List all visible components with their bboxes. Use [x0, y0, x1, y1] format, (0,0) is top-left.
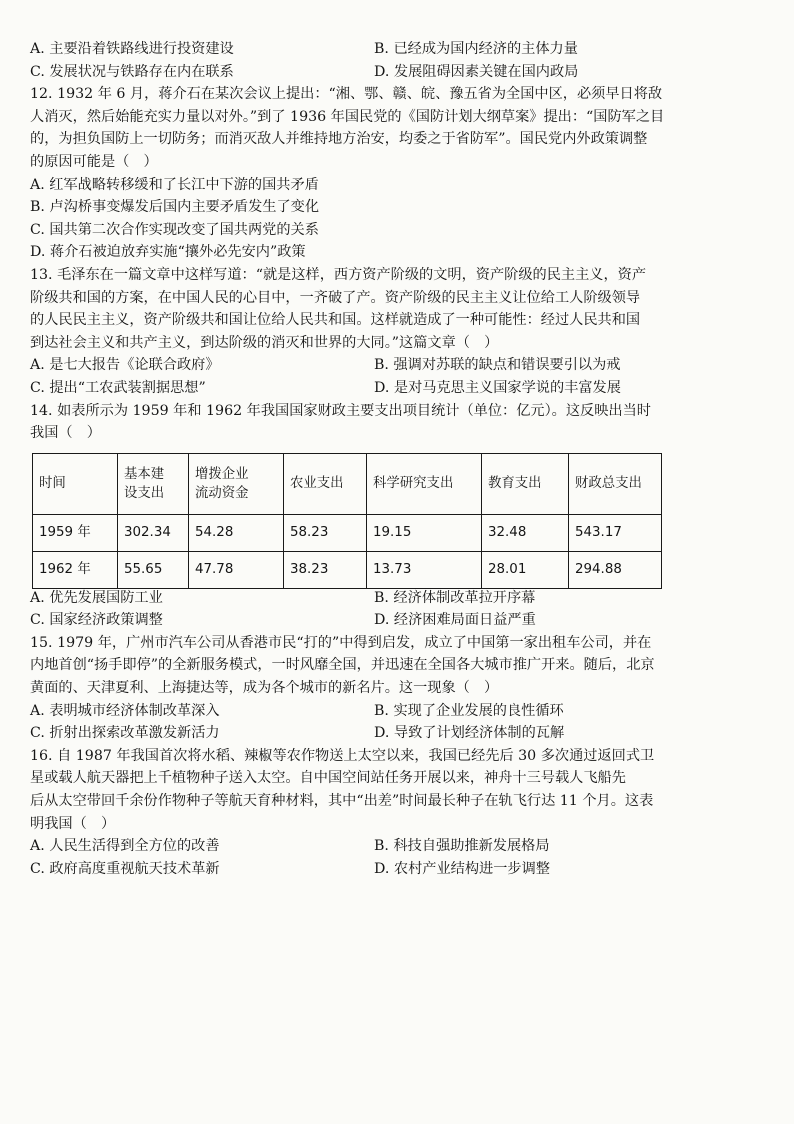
- option-c: C. 国家经济政策调整: [30, 612, 163, 629]
- question-13-stem-line: 阶级共和国的方案，在中国人民的心目中，一齐破了产。资产阶级的民主主义让位给工人阶级领导: [30, 289, 641, 306]
- question-12-stem-line: 人消灭，然后始能充实力量以对外。”到了 1936 年国民党的《国防计划大纲草案》提出：“国防军之目: [30, 108, 665, 125]
- table-header-cell: 时间: [33, 453, 118, 514]
- option-d: D. 是对马克思主义国家学说的丰富发展: [374, 379, 621, 396]
- question-15-stem-line: 内地首创“扬手即停”的全新服务模式，一时风靡全国，并迅速在全国各大城市推广开来。随后，北京: [30, 657, 655, 674]
- question-13: [30, 264, 764, 400]
- option-a: A. 人民生活得到全方位的改善: [30, 838, 220, 855]
- question-16-stem-line: 16. 自 1987 年我国首次将水稻、辣椒等农作物送上太空以来，我国已经先后 30 多次通过返回式卫: [30, 747, 655, 764]
- option-d: D. 导致了计划经济体制的瓦解: [374, 725, 565, 742]
- table-cell: 47.78: [189, 551, 284, 588]
- question-14-stem-line: 14. 如表所示为 1959 年和 1962 年我国国家财政主要支出项目统计（单位：亿元）。这反映出当时: [30, 402, 651, 419]
- option-a: A. 主要沿着铁路线进行投资建设: [30, 41, 234, 57]
- table-header-cell: 基本建 设支出: [118, 453, 189, 514]
- question-13-stem-line: 到达社会主义和共产主义，到达阶级的消灭和世界的大同。”这篇文章（ ）: [30, 334, 499, 351]
- option-d: D. 农村产业结构进一步调整: [374, 860, 550, 877]
- question-12: [30, 83, 764, 264]
- option-a: A. 表明城市经济体制改革深入: [30, 702, 220, 719]
- question-11-options: [30, 38, 764, 83]
- option-a: A. 是七大报告《论联合政府》: [30, 357, 220, 374]
- option-row: [30, 835, 764, 858]
- question-16-stem-line: 后从太空带回千余份作物种子等航天育种材料，其中“出差”时间最长种子在轨飞行达 11 个月。这表: [30, 793, 654, 810]
- question-13-stem-line: 13. 毛泽东在一篇文章中这样写道：“就是这样，西方资产阶级的文明，资产阶级的民主主义，资产: [30, 266, 647, 283]
- question-12-stem-line: 的，为担负国防上一切防务；而消灭敌人并维持地方治安，均委之于省防军”。国民党内外政策调整: [30, 131, 648, 148]
- option-c: C. 发展状况与铁路存在内在联系: [30, 63, 234, 80]
- option-row: [30, 587, 764, 610]
- question-12-stem-line: 12. 1932 年 6 月，蒋介石在某次会议上提出：“湘、鄂、赣、皖、豫五省为全国中区，必须早日将敌: [30, 86, 663, 103]
- question-15-stem-line: 15. 1979 年，广州市汽车公司从香港市民“打的”中得到启发，成立了中国第一家出租车公司，并在: [30, 634, 652, 651]
- table-cell: 1959 年: [33, 514, 118, 551]
- table-header-cell: 科学研究支出: [367, 453, 482, 514]
- table-cell: 302.34: [118, 514, 189, 551]
- option-c: C. 国共第二次合作实现改变了国共两党的关系: [30, 221, 319, 238]
- question-14-stem-line: 我国（ ）: [30, 425, 101, 442]
- table-cell: 543.17: [569, 514, 662, 551]
- table-header-cell: 教育支出: [482, 453, 569, 514]
- option-row: [30, 858, 764, 881]
- question-16: [30, 745, 764, 881]
- option-row: [30, 700, 764, 723]
- exam-page: [30, 38, 764, 880]
- option-c: C. 政府高度重视航天技术革新: [30, 860, 220, 877]
- expenditure-table: [32, 453, 662, 589]
- question-15-stem-line: 黄面的、天津夏利、上海捷达等，成为各个城市的新名片。这一现象（ ）: [30, 680, 499, 697]
- option-d: D. 经济困难局面日益严重: [374, 612, 536, 629]
- table-row: [33, 551, 662, 588]
- table-cell: 294.88: [569, 551, 662, 588]
- table-cell: 58.23: [284, 514, 367, 551]
- option-row: [30, 38, 764, 61]
- option-b: B. 强调对苏联的缺点和错误要引以为戒: [374, 357, 621, 374]
- table-header-cell: 财政总支出: [569, 453, 662, 514]
- table-cell: 32.48: [482, 514, 569, 551]
- table-row: [33, 514, 662, 551]
- table-header-row: [33, 453, 662, 514]
- option-b: B. 科技自强助推新发展格局: [374, 838, 550, 855]
- question-16-stem-line: 星或载人航天器把上千植物种子送入太空。自中国空间站任务开展以来，神舟十三号载人飞船先: [30, 770, 626, 787]
- option-a: A. 优先发展国防工业: [30, 589, 163, 606]
- option-row: [30, 61, 764, 84]
- option-row: [30, 377, 764, 400]
- table-header-cell: 增拨企业 流动资金: [189, 453, 284, 514]
- table-cell: 1962 年: [33, 551, 118, 588]
- option-b: B. 卢沟桥事变爆发后国内主要矛盾发生了变化: [30, 199, 320, 216]
- option-a: A. 红军战略转移缓和了长江中下游的国共矛盾: [30, 176, 319, 193]
- option-row: [30, 609, 764, 632]
- table-cell: 55.65: [118, 551, 189, 588]
- table-cell: 13.73: [367, 551, 482, 588]
- question-16-stem-line: 明我国（ ）: [30, 815, 116, 832]
- option-c: C. 折射出探索改革激发新活力: [30, 725, 220, 742]
- question-14: [30, 400, 764, 632]
- option-row: [30, 722, 764, 745]
- table-header-cell: 农业支出: [284, 453, 367, 514]
- table-cell: 38.23: [284, 551, 367, 588]
- option-b: B. 已经成为国内经济的主体力量: [374, 41, 578, 57]
- option-d: D. 蒋介石被迫放弃实施“攘外必先安内”政策: [30, 244, 306, 261]
- option-b: B. 经济体制改革拉开序幕: [374, 589, 536, 606]
- question-15: [30, 632, 764, 745]
- table-cell: 28.01: [482, 551, 569, 588]
- option-row: [30, 354, 764, 377]
- option-d: D. 发展阻碍因素关键在国内政局: [374, 63, 579, 80]
- option-c: C. 提出“工农武装割据思想”: [30, 379, 206, 396]
- option-b: B. 实现了企业发展的良性循环: [374, 702, 564, 719]
- question-13-stem-line: 的人民民主主义，资产阶级共和国让位给人民共和国。这样就造成了一种可能性：经过人民共和国: [30, 312, 641, 329]
- question-12-stem-line: 的原因可能是（ ）: [30, 153, 158, 170]
- table-cell: 54.28: [189, 514, 284, 551]
- table-cell: 19.15: [367, 514, 482, 551]
